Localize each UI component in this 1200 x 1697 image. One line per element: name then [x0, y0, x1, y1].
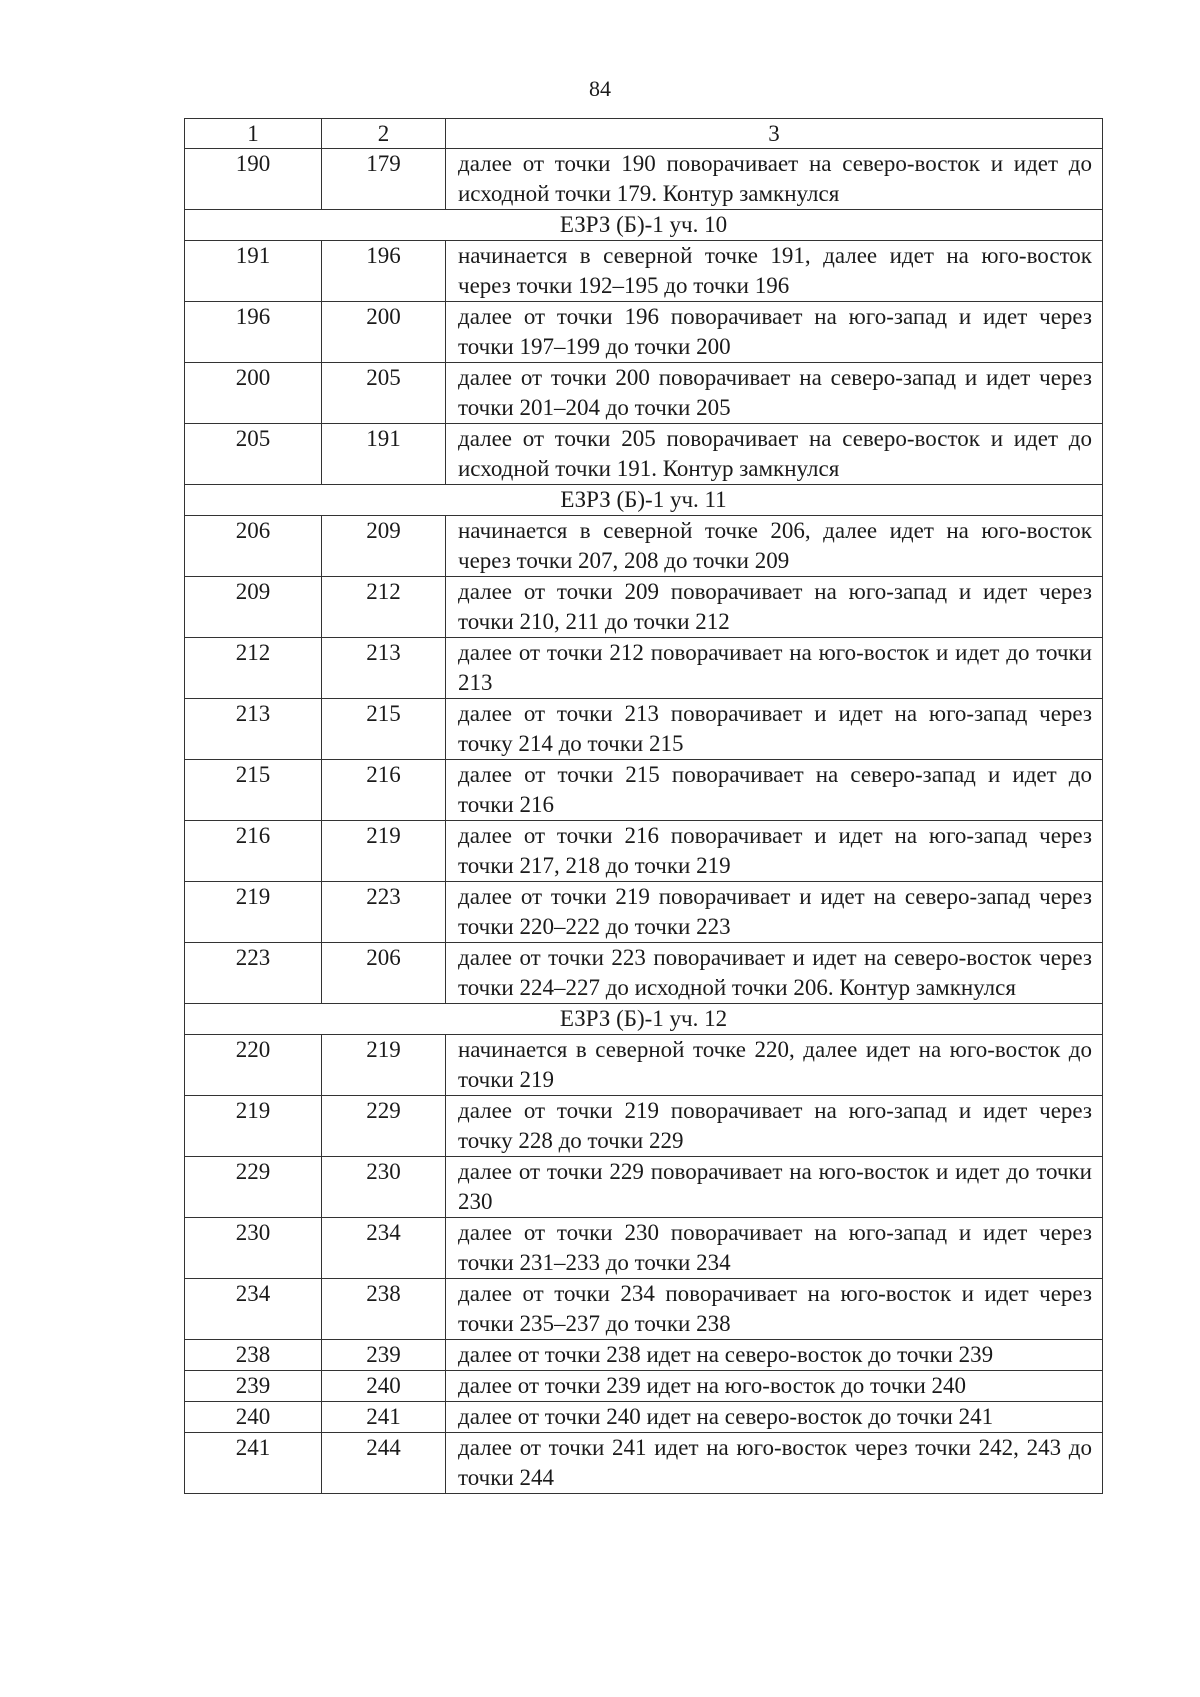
end-point-cell: 238 [322, 1279, 446, 1340]
table-row [185, 1157, 1103, 1218]
end-point-cell: 241 [322, 1402, 446, 1433]
description-cell: далее от точки 196 поворачивает на юго-запад и идет через точки 197–199 до точки 200 [446, 302, 1103, 363]
table-row [185, 821, 1103, 882]
table-body [185, 149, 1103, 1494]
boundary-table [184, 118, 1103, 1494]
end-point-cell: 240 [322, 1371, 446, 1402]
end-point-cell: 244 [322, 1433, 446, 1494]
section-title: ЕЗРЗ (Б)-1 уч. 12 [185, 1004, 1103, 1035]
end-point-cell: 239 [322, 1340, 446, 1371]
description-cell: далее от точки 240 идет на северо-восток до точки 241 [446, 1402, 1103, 1433]
start-point-cell: 219 [185, 1096, 322, 1157]
description-cell: далее от точки 213 поворачивает и идет на юго-запад через точку 214 до точки 215 [446, 699, 1103, 760]
section-row [185, 1004, 1103, 1035]
start-point-cell: 209 [185, 577, 322, 638]
end-point-cell: 234 [322, 1218, 446, 1279]
start-point-cell: 240 [185, 1402, 322, 1433]
start-point-cell: 215 [185, 760, 322, 821]
start-point-cell: 234 [185, 1279, 322, 1340]
description-cell: далее от точки 223 поворачивает и идет на северо-восток через точки 224–227 до исходной точки 206. Контур замкнулся [446, 943, 1103, 1004]
description-cell: начинается в северной точке 206, далее идет на юго-восток через точки 207, 208 до точки 209 [446, 516, 1103, 577]
table-row [185, 1279, 1103, 1340]
description-cell: далее от точки 190 поворачивает на северо-восток и идет до исходной точки 179. Контур замкнулся [446, 149, 1103, 210]
description-cell: далее от точки 241 идет на юго-восток через точки 242, 243 до точки 244 [446, 1433, 1103, 1494]
end-point-cell: 230 [322, 1157, 446, 1218]
end-point-cell: 215 [322, 699, 446, 760]
description-cell: далее от точки 230 поворачивает на юго-запад и идет через точки 231–233 до точки 234 [446, 1218, 1103, 1279]
table-row [185, 1402, 1103, 1433]
table-row [185, 638, 1103, 699]
start-point-cell: 239 [185, 1371, 322, 1402]
table-row [185, 1096, 1103, 1157]
table-row [185, 760, 1103, 821]
description-cell: начинается в северной точке 191, далее идет на юго-восток через точки 192–195 до точки 196 [446, 241, 1103, 302]
description-cell: далее от точки 219 поворачивает на юго-запад и идет через точку 228 до точки 229 [446, 1096, 1103, 1157]
page-number: 84 [589, 76, 611, 101]
start-point-cell: 190 [185, 149, 322, 210]
section-row [185, 210, 1103, 241]
section-row [185, 485, 1103, 516]
start-point-cell: 219 [185, 882, 322, 943]
description-cell: далее от точки 215 поворачивает на северо-запад и идет до точки 216 [446, 760, 1103, 821]
table-row [185, 577, 1103, 638]
description-cell: далее от точки 200 поворачивает на северо-запад и идет через точки 201–204 до точки 205 [446, 363, 1103, 424]
table-row [185, 1340, 1103, 1371]
table-row [185, 943, 1103, 1004]
end-point-cell: 209 [322, 516, 446, 577]
description-cell: далее от точки 229 поворачивает на юго-восток и идет до точки 230 [446, 1157, 1103, 1218]
column-header-2: 2 [322, 119, 446, 149]
section-title: ЕЗРЗ (Б)-1 уч. 10 [185, 210, 1103, 241]
table-row [185, 302, 1103, 363]
start-point-cell: 229 [185, 1157, 322, 1218]
end-point-cell: 219 [322, 1035, 446, 1096]
table-row [185, 363, 1103, 424]
start-point-cell: 212 [185, 638, 322, 699]
start-point-cell: 206 [185, 516, 322, 577]
description-cell: начинается в северной точке 220, далее идет на юго-восток до точки 219 [446, 1035, 1103, 1096]
end-point-cell: 191 [322, 424, 446, 485]
end-point-cell: 206 [322, 943, 446, 1004]
start-point-cell: 238 [185, 1340, 322, 1371]
table-row [185, 424, 1103, 485]
start-point-cell: 191 [185, 241, 322, 302]
description-cell: далее от точки 234 поворачивает на юго-восток и идет через точки 235–237 до точки 238 [446, 1279, 1103, 1340]
end-point-cell: 229 [322, 1096, 446, 1157]
start-point-cell: 213 [185, 699, 322, 760]
end-point-cell: 219 [322, 821, 446, 882]
table-row [185, 241, 1103, 302]
start-point-cell: 200 [185, 363, 322, 424]
table-row [185, 882, 1103, 943]
end-point-cell: 179 [322, 149, 446, 210]
description-cell: далее от точки 239 идет на юго-восток до точки 240 [446, 1371, 1103, 1402]
description-cell: далее от точки 216 поворачивает и идет на юго-запад через точки 217, 218 до точки 219 [446, 821, 1103, 882]
end-point-cell: 223 [322, 882, 446, 943]
table-row [185, 1035, 1103, 1096]
column-header-3: 3 [446, 119, 1103, 149]
end-point-cell: 196 [322, 241, 446, 302]
description-cell: далее от точки 209 поворачивает на юго-запад и идет через точки 210, 211 до точки 212 [446, 577, 1103, 638]
start-point-cell: 241 [185, 1433, 322, 1494]
end-point-cell: 212 [322, 577, 446, 638]
end-point-cell: 213 [322, 638, 446, 699]
start-point-cell: 223 [185, 943, 322, 1004]
column-header-1: 1 [185, 119, 322, 149]
table-row [185, 1371, 1103, 1402]
description-cell: далее от точки 238 идет на северо-восток до точки 239 [446, 1340, 1103, 1371]
start-point-cell: 216 [185, 821, 322, 882]
section-title: ЕЗРЗ (Б)-1 уч. 11 [185, 485, 1103, 516]
end-point-cell: 200 [322, 302, 446, 363]
table-row [185, 1218, 1103, 1279]
description-cell: далее от точки 212 поворачивает на юго-восток и идет до точки 213 [446, 638, 1103, 699]
table-header [185, 119, 1103, 149]
description-cell: далее от точки 219 поворачивает и идет на северо-запад через точки 220–222 до точки 223 [446, 882, 1103, 943]
start-point-cell: 230 [185, 1218, 322, 1279]
start-point-cell: 205 [185, 424, 322, 485]
table-row [185, 1433, 1103, 1494]
header-row [185, 119, 1103, 149]
description-cell: далее от точки 205 поворачивает на северо-восток и идет до исходной точки 191. Контур замкнулся [446, 424, 1103, 485]
end-point-cell: 216 [322, 760, 446, 821]
start-point-cell: 196 [185, 302, 322, 363]
table-row [185, 516, 1103, 577]
end-point-cell: 205 [322, 363, 446, 424]
start-point-cell: 220 [185, 1035, 322, 1096]
table-row [185, 149, 1103, 210]
table-row [185, 699, 1103, 760]
